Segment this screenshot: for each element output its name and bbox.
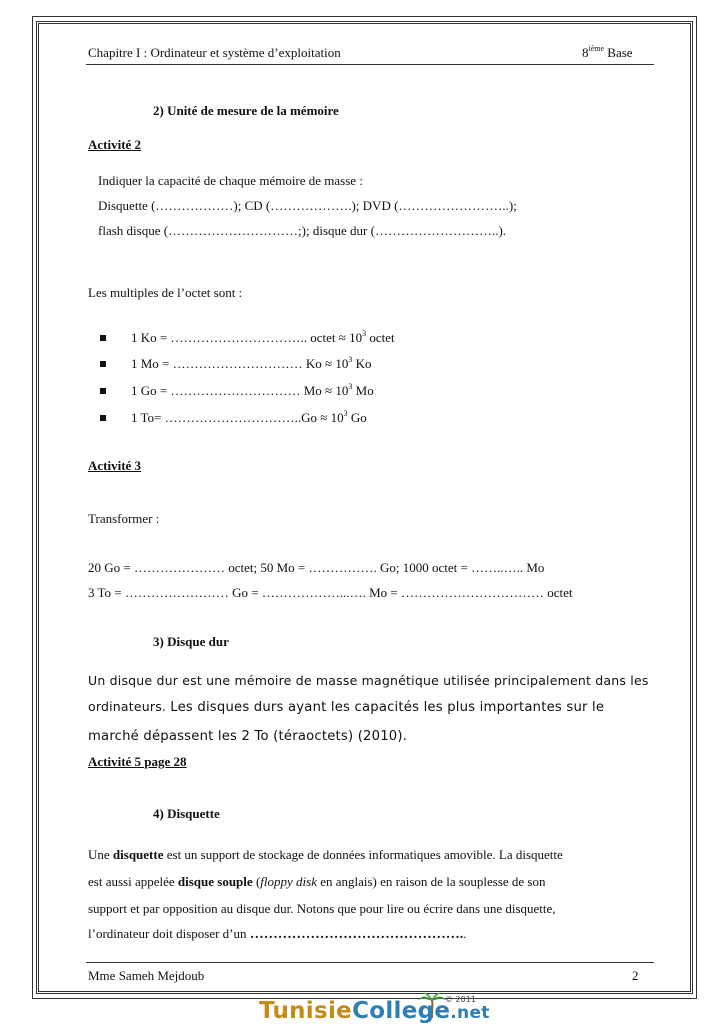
multiples-item-ko-unit: octet [366, 330, 395, 345]
disquette-p4c: . [463, 926, 467, 941]
watermark-part-1: Tunisie [259, 998, 353, 1024]
watermark-part-3: .net [450, 1003, 490, 1023]
bullet-marker [100, 388, 106, 394]
header-chapter: Chapitre I : Ordinateur et système d’exploitation [88, 45, 341, 60]
disquette-p2c: ( [252, 874, 261, 889]
multiples-item-ko-exp: 3 [362, 329, 367, 338]
disque-dur-line-2b: Les disques durs ayant les capacités les plus importantes sur le [170, 700, 605, 715]
disquette-p2a: est aussi appelée [88, 874, 178, 889]
disque-dur-line-3: marché dépassent les 2 To (téraoctets) (2010). [88, 729, 408, 744]
multiples-intro: Les multiples de l’octet sont : [88, 285, 243, 300]
activity-5-link[interactable]: Activité 5 page 28 [88, 754, 187, 769]
disquette-p1c: est un support de stockage de données informatiques amovible. La disquette [163, 847, 563, 862]
multiples-item-to [131, 410, 367, 426]
disque-dur-line-2 [88, 699, 604, 716]
activity-2-line-3: flash disque (…………………………;); disque dur (………………………..). [98, 223, 507, 238]
watermark-part-2: College [352, 998, 451, 1024]
activity-2-heading: Activité 2 [88, 137, 142, 152]
bullet-marker [100, 361, 106, 367]
footer-page-number: 2 [632, 968, 639, 983]
activity-3-line-2: 3 To = …………………… Go = ………………...…. Mo = …………………………… octet [88, 585, 573, 600]
section-2-title: 2) Unité de mesure de la mémoire [153, 103, 339, 118]
activity-3-heading: Activité 3 [88, 458, 142, 473]
activity-2-line-2: Disquette (………………); CD (……………….); DVD (……………………..); [98, 198, 517, 213]
multiples-item-to-exp: 3 [343, 409, 348, 418]
section-4-title: 4) Disquette [153, 806, 220, 821]
disque-dur-line-2a: ordinateurs. [88, 699, 171, 714]
header-level-number: 8 [582, 45, 589, 60]
multiples-item-mo-unit: Ko [352, 356, 372, 371]
multiples-item-ko-text: 1 Ko = ………………………….. octet ≈ 10 [131, 330, 363, 345]
activity-3-intro: Transformer : [88, 511, 160, 526]
disquette-para-line-2 [88, 874, 546, 890]
header-level [582, 45, 633, 61]
multiples-item-to-text: 1 To= …………………………..Go ≈ 10 [131, 410, 344, 425]
disquette-p4a: l’ordinateur doit disposer d’un [88, 926, 250, 941]
header-level-word: Base [604, 45, 633, 60]
activity-2-line-1: Indiquer la capacité de chaque mémoire de masse : [98, 173, 363, 188]
multiples-item-go [131, 383, 374, 399]
multiples-item-ko [131, 330, 395, 346]
disque-souple-term: disque souple [177, 874, 253, 889]
section-3-title: 3) Disque dur [153, 634, 229, 649]
disquette-para-line-4 [88, 926, 467, 943]
bullet-marker [100, 415, 106, 421]
multiples-item-mo-exp: 3 [348, 355, 353, 364]
disquette-blank: ………………………………………. [249, 927, 464, 942]
disquette-term: disquette [112, 847, 164, 862]
footer-rule [86, 962, 654, 963]
disquette-p1a: Une [88, 847, 113, 862]
header-level-sup: ième [588, 44, 605, 53]
multiples-item-to-unit: Go [347, 410, 367, 425]
multiples-item-mo-text: 1 Mo = ………………………… Ko ≈ 10 [131, 356, 349, 371]
multiples-item-mo [131, 356, 372, 372]
multiples-item-go-text: 1 Go = ………………………… Mo ≈ 10 [131, 383, 349, 398]
footer-author: Mme Sameh Mejdoub [88, 968, 205, 983]
disque-dur-line-1: Un disque dur est une mémoire de masse magnétique utilisée principalement dans les [88, 673, 649, 688]
multiples-item-go-unit: Mo [352, 383, 374, 398]
watermark-text [259, 998, 490, 1024]
disquette-para-line-3: support et par opposition au disque dur. Notons que pour lire ou écrire dans une disquette, [88, 901, 556, 916]
bullet-marker [100, 335, 106, 341]
multiples-item-go-exp: 3 [348, 382, 353, 391]
tunisiecollege-logo [255, 992, 490, 1028]
disquette-para-line-1 [88, 847, 563, 863]
floppy-disk-term: floppy disk [260, 874, 317, 889]
header-rule [86, 64, 654, 65]
activity-3-line-1: 20 Go = ………………… octet; 50 Mo = ……………. Go; 1000 octet = ……..….. Mo [88, 560, 545, 575]
watermark-copyright: © 2011 [445, 995, 476, 1004]
disquette-p2e: en anglais) en raison de la souplesse de son [316, 874, 546, 889]
